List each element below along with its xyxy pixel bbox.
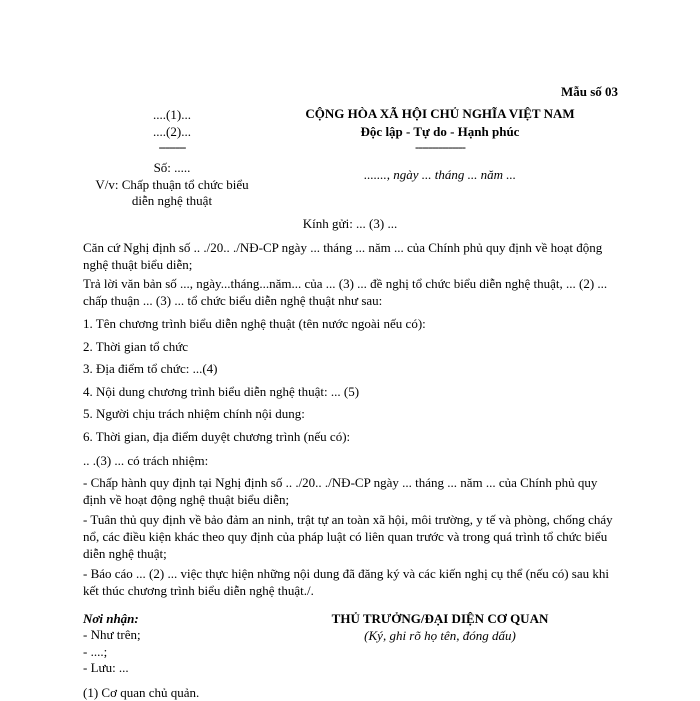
response-paragraph: Trả lời văn bản số ..., ngày...tháng...năm... của ... (3) ... đề nghị tổ chức biểu diễn nghệ thuật, ... (2) ... chấp thuận ... (3) ... tổ chức biểu diễn nghệ thuật như sau: <box>83 276 608 308</box>
recipients-title: Nơi nhận: <box>83 611 139 626</box>
duty-safety-compliance: - Tuân thủ quy định về bảo đảm an ninh, trật tự an toàn xã hội, môi trường, y tế và phòng, chống cháy nổ, các điều kiện khác theo quy định của pháp luật có liên quan trước và trong quá trình tổ chức biểu diễn nghệ thuật; <box>83 512 613 561</box>
item-venue: 3. Địa điểm tổ chức: ...(4) <box>83 361 218 376</box>
country-name: CỘNG HÒA XÃ HỘI CHỦ NGHĨA VIỆT NAM <box>305 106 575 121</box>
duty-comply-decree: - Chấp hành quy định tại Nghị định số .. ./20.. ./NĐ-CP ngày ... tháng ... năm ... của Chính phủ quy định về hoạt động nghệ thuật biểu diễn; <box>83 475 598 507</box>
parent-agency: ....(1)... <box>153 107 191 122</box>
recipient-item: - ....; <box>83 644 108 659</box>
form-number: Mẫu số 03 <box>560 84 618 99</box>
item-review-time: 6. Thời gian, địa điểm duyệt chương trình (nếu có): <box>83 429 351 444</box>
subject-line-2: diễn nghệ thuật <box>131 193 213 208</box>
item-content: 4. Nội dung chương trình biểu diễn nghệ thuật: ... (5) <box>83 384 360 399</box>
place-date: ......., ngày ... tháng ... năm ... <box>363 167 517 182</box>
subject-line-1: V/v: Chấp thuận tổ chức biểu <box>95 177 249 192</box>
left-header-rule: -------- <box>158 139 186 154</box>
issuing-agency: ....(2)... <box>153 124 191 139</box>
item-time: 2. Thời gian tổ chức <box>83 339 189 354</box>
legal-basis-paragraph: Căn cứ Nghị định số .. ./20.. ./NĐ-CP ngày ... tháng ... năm ... của Chính phủ quy định về hoạt động nghệ thuật biểu diễn; <box>83 240 603 272</box>
recipient-item: - Như trên; <box>83 627 141 642</box>
national-motto: Độc lập - Tự do - Hạnh phúc <box>360 124 520 139</box>
motto-rule: --------------- <box>415 139 465 154</box>
responsibility-intro: .. .(3) ... có trách nhiệm: <box>83 453 209 468</box>
duty-report: - Báo cáo ... (2) ... việc thực hiện những nội dung đã đăng ký và các kiến nghị cụ thể (nếu có) sau khi kết thúc chương trình biểu diễn nghệ thuật./. <box>83 566 609 598</box>
recipient-line: Kính gửi: ... (3) ... <box>302 216 398 231</box>
signer-note: (Ký, ghi rõ họ tên, đóng dấu) <box>364 628 516 643</box>
footnote-1: (1) Cơ quan chủ quản. <box>83 685 200 700</box>
item-program-name: 1. Tên chương trình biểu diễn nghệ thuật (tên nước ngoài nếu có): <box>83 316 426 331</box>
item-responsible-person: 5. Người chịu trách nhiệm chính nội dung: <box>83 406 305 421</box>
recipient-item: - Lưu: ... <box>83 660 129 675</box>
document-number: Số: ..... <box>153 160 191 175</box>
signer-title: THỦ TRƯỞNG/ĐẠI DIỆN CƠ QUAN <box>331 611 549 626</box>
